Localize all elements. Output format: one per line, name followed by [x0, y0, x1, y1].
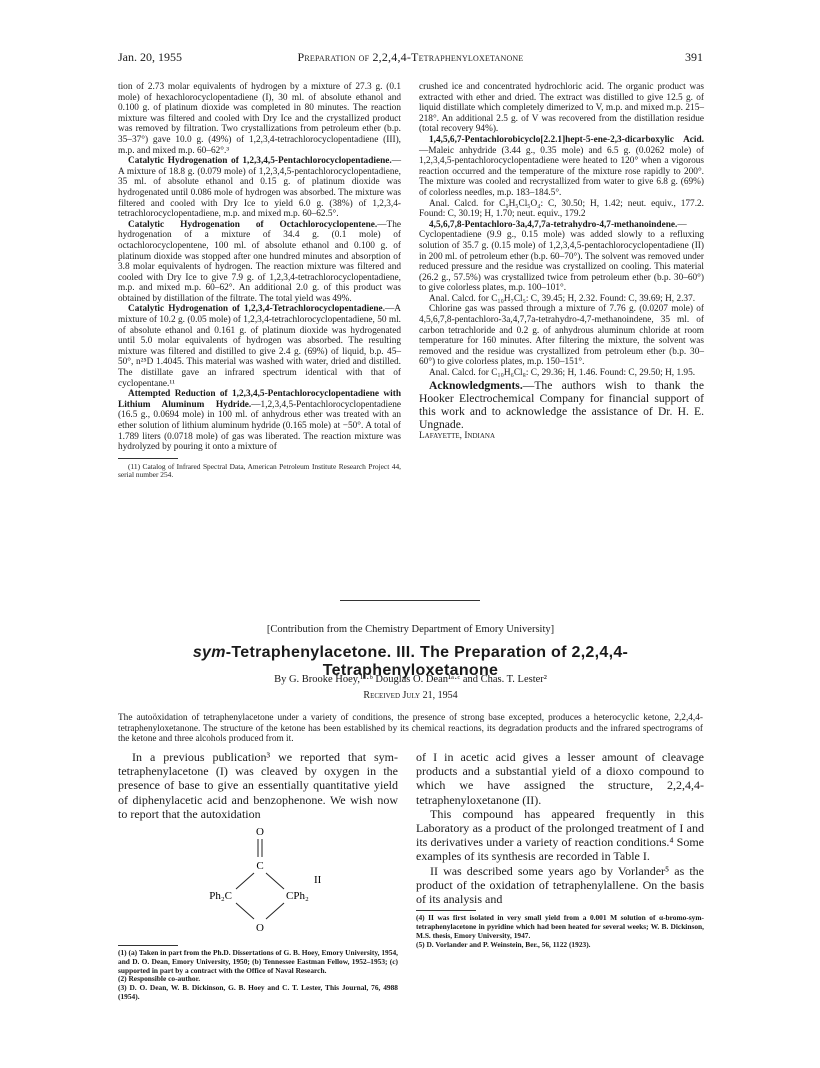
section-body: —Cyclopentadiene (9.9 g., 0.15 mole) was added slowly to a refluxing solution of 35.7 g. (0.15 mole) of 1,2,3,4,5-pentachlorocyclopentadiene (II) in 200 ml. of petroleum ether (b.p. 60–70°). The solvent was removed under reduced pressure and the residue was crystallized on cooling. This material (26.2 g., 57.5%) was crystallized twice from petroleum ether (b.p. 30–60°) to give colorless plates, m.p. 100–101°.: [419, 219, 704, 294]
paragraph: II was described some years ago by Vorlander⁵ as the product of the oxidation of tetraphenylallene. On the basis of its analysis and: [416, 863, 704, 907]
ring-bond: [236, 903, 254, 919]
contribution-line: [Contribution from the Chemistry Department of Emory University]: [266, 624, 555, 635]
body-right-column: [416, 750, 704, 949]
paragraph: crushed ice and concentrated hydrochloric acid. The organic product was extracted with ether and dried. The extract was distilled to give 12.5 g. of liquid distillate which completely dimerized to V, m.p. and mixed m.p. 215–218°. An additional 2.5 g. of V was recovered from the distillation residue (total recovery 94%).: [419, 82, 704, 135]
footnote: (11) Catalog of Infrared Spectral Data, American Petroleum Institute Research Project 44, serial number 254.: [118, 461, 401, 480]
section-body: —1,2,3,4,5-Pentachlorocyclopentadiene (16.5 g., 0.0694 mole) in 100 ml. of anhydrous ether was treated with an ether solution of lithium aluminum hydride (0.165 mole) at −50°. A total of 1.789 liters (0.0718 mole) of gas was liberated. The reaction mixture was hydrolyzed by pouring it onto a mixture of: [118, 399, 401, 453]
page-number: 391: [685, 50, 703, 64]
section-body: —The hydrogenation of a mixture of 34.4 g. (0.1 mole) of octachlorocyclopentene, 100 ml. of absolute ethanol and 0.100 g. of platinum dioxide was stopped after one hundred minutes and absorption of 3.8 molar equivalents of hydrogen. The reaction mixture was filtered and cooled with Dry Ice to give 7.9 g. of 1,2,3,4-tetrachlorocyclopentadiene, m.p. and mixed m.p. 60–62°. An additional 2.0 g. of this product was obtained by distillation of the filtrate. The total yield was 49%.: [118, 219, 401, 304]
section-heading: Catalytic Hydrogenation of 1,2,3,4-Tetrachlorocyclopentadiene.: [128, 304, 385, 315]
section-heading: 4,5,6,7,8-Pentachloro-3a,4,7,7a-tetrahydro-4,7-methanoindene.: [429, 219, 678, 230]
ring-bond: [236, 873, 254, 889]
article-title-main: -Tetraphenylacetone. III. The Preparation of 2,2,4,4-Tetraphenyloxetanone: [225, 644, 629, 679]
article-separator: [340, 600, 480, 601]
author-line: By G. Brooke Hoey,¹ᵃ·ᵇ Douglas O. Dean¹ᵃ·ᶜ and Chas. T. Lester²: [274, 674, 547, 685]
carbonyl-oxygen: O: [256, 826, 264, 839]
section-heading: Catalytic Hydrogenation of 1,2,3,4,5-Pentachlorocyclopentadiene.: [128, 156, 392, 167]
running-head: [118, 50, 703, 66]
section-attempted-reduction: [118, 389, 401, 453]
right-column: [419, 82, 704, 442]
compound-label: II: [314, 874, 322, 887]
section-body: —A mixture of 18.8 g. (0.079 mole) of 1,2,3,4,5-pentachlorocyclopentadiene, 35 ml. of absolute ethanol and 0.15 g. of platinum dioxide was hydrogenated until 0.086 mole of hydrogen was absorbed. The mixture was filtered and cooled with Dry Ice to yield 6.0 g. (38%) of 1,2,3,4-tetrachlorocyclopentadiene, m.p. and mixed m.p. 60–62.5°.: [118, 156, 401, 220]
article-title-prefix: sym: [192, 644, 226, 661]
analysis-1: Anal. Calcd. for C₉H₅Cl₅O₄: C, 30.50; H, 1.42; neut. equiv., 177.2. Found: C, 30.19; H, 1.70; neut. equiv., 179.2: [419, 198, 704, 220]
section-hydrogenation-octachloro: [118, 220, 401, 305]
header-date: Jan. 20, 1955: [118, 50, 182, 64]
paragraph: This compound has appeared frequently in this Laboratory as a product of the prolonged treatment of I and its derivatives under a variety of reaction conditions.⁴ Some examples of its synthesis are recorded in Table I.: [416, 806, 704, 864]
right-substituent: CPh₂: [286, 890, 309, 903]
oxetanone-structure-drawing: [118, 823, 398, 941]
ring-bond: [266, 873, 284, 889]
section-methanoindene: [419, 220, 704, 294]
affiliation: Lafayette, Indiana: [419, 431, 496, 442]
paragraph: In a previous publication³ we reported that sym-tetraphenylacetone (I) was cleaved by oxygen in the presence of base to give an essentially quantitative yield of diphenylacetic acid and benzophenone. We wish now to report that the autoxidation: [118, 750, 398, 821]
footnote-4: (4) II was first isolated in very small yield from a 0.001 M solution of α-bromo-sym-tetraphenylacetone in pyridine which had been heated for several weeks; W. B. Dickinson, M.S. thesis, Emory University, 1947.: [416, 913, 704, 940]
acknowledgments: [419, 379, 704, 432]
carbonyl-carbon: C: [256, 860, 264, 873]
section-hydrogenation-pentachloro: [118, 156, 401, 220]
ring-oxygen: O: [256, 922, 264, 935]
left-column: [118, 82, 401, 480]
section-heading: Catalytic Hydrogenation of Octachlorocyclopentene.: [128, 219, 378, 230]
body-left-column: [118, 750, 398, 1002]
acknowledgments-body: —The authors wish to thank the Hooker Electrochemical Company for financial support of this work and to acknowledge the assistance of Dr. H. E. Ungnade.: [419, 378, 704, 432]
paragraph: tion of 2.73 molar equivalents of hydrogen by a mixture of 27.3 g. (0.1 mole) of hexachlorocyclopentadiene (I), 30 ml. of absolute ethanol and 0.100 g. of platinum dioxide was completed in 80 minutes. The reaction mixture was filtered and cooled with Dry Ice and the crystallized product was removed by filtration. Two crystallizations from petroleum ether (b.p. 35–37°) gave 10.0 g. (49%) of 1,2,3,4-tetrachlorocyclopentadiene (III), m.p. and mixed m.p. 60–62°.³: [118, 82, 401, 156]
footnote-divider: [118, 458, 178, 459]
section-heading: Attempted Reduction of 1,2,3,4,5-Pentachlorocyclopentadiene with Lithium Aluminum Hydride.: [118, 389, 401, 410]
footnote-divider: [416, 910, 476, 911]
paragraph-chlorination: Chlorine gas was passed through a mixture of 7.76 g. (0.0207 mole) of 4,5,6,7,8-pentachloro-3a,4,7,7a-tetrahydro-4,7-methanoindene, 35 ml. of carbon tetrachloride and 0.2 g. of anhydrous aluminum chloride at room temperature for 160 minutes. After filtering the mixture, the solvent was removed and the residue was crystallized from petroleum ether (b.p. 30–60°) to give colorless plates, m.p. 150–151°.: [419, 304, 704, 368]
analysis-2: Anal. Calcd. for C₁₀H₇Cl₅: C, 39.45; H, 2.32. Found: C, 39.69; H, 2.37.: [429, 293, 696, 304]
ring-bond: [266, 903, 284, 919]
paragraph: of I in acetic acid gives a lesser amount of cleavage products and a substantial yield of a dioxo compound to which we have assigned the structure, 2,2,4,4-tetraphenyloxetanone (II).: [416, 750, 704, 807]
footnote-2: (2) Responsible co-author.: [118, 974, 201, 984]
section-heading: 1,4,5,6,7-Pentachlorobicyclo[2.2.1]hept-5-ene-2,3-dicarboxylic Acid.: [429, 134, 704, 145]
footnote-3: (3) D. O. Dean, W. B. Dickinson, G. B. Hoey and C. T. Lester, This Journal, 76, 4988 (1954).: [118, 983, 398, 1001]
received-date: Received July 21, 1954: [363, 690, 458, 701]
section-body: —Maleic anhydride (3.44 g., 0.35 mole) and 6.5 g. (0.0262 mole) of 1,2,3,4,5-pentachlorocyclopentadiene were heated to 120° when a vigorous reaction occurred and the temperature of the mixture rose rapidly to 200°. The mixture was cooled and recrystallized from water to give 6.8 g. (69%) of colorless needles, m.p. 183–184.5°.: [419, 145, 704, 198]
footnote-5: (5) D. Vorlander and P. Weinstein, Ber., 56, 1122 (1923).: [416, 939, 591, 949]
acknowledgments-heading: Acknowledgments.: [429, 378, 523, 392]
section-body: —A mixture of 10.2 g. (0.05 mole) of 1,2,3,4-tetrachlorocyclopentadiene, 50 ml. of absolute ethanol and 0.161 g. of platinum dioxide was hydrogenated until 5.0 molar equivalents of hydrogen was absorbed. The resulting mixture was filtered and distilled to give 2.4 g. (69%) of liquid, b.p. 45–50°, n²⁵D 1.4045. This material was washed with water, dried and distilled. The distillate gave an infrared spectrum identical with that of cyclopentane.¹¹: [118, 304, 401, 389]
footnote-1: (1) (a) Taken in part from the Ph.D. Dissertations of G. B. Hoey, Emory University, 1954, and D. O. Dean, Emory University, 1950; (b) Tennessee Eastman Fellow, 1952–1953; (c) supported in part by a contract with the Office of Naval Research.: [118, 948, 398, 975]
section-hydrogenation-tetrachloro: [118, 304, 401, 389]
analysis-3: Anal. Calcd. for C₁₀H₆Cl₈: C, 29.36; H, 1.46. Found: C, 29.50; H, 1.95.: [429, 368, 696, 379]
header-title: Preparation of 2,2,4,4-Tetraphenyloxetanone: [297, 50, 524, 64]
left-substituent: Ph₂C: [209, 890, 232, 903]
chemical-structure: [118, 823, 398, 941]
abstract: The autoöxidation of tetraphenylacetone under a variety of conditions, the presence of strong base excepted, produces a heterocyclic ketone, 2,2,4,4-tetraphenyloxetanone. The structure of the ketone has been established by its chemical reactions, its degradation products and the infrared spectrograms of the ketone and three alcohols produced from it.: [118, 713, 703, 745]
section-dicarboxylic-acid: [419, 135, 704, 199]
footnote-divider: [118, 945, 178, 946]
